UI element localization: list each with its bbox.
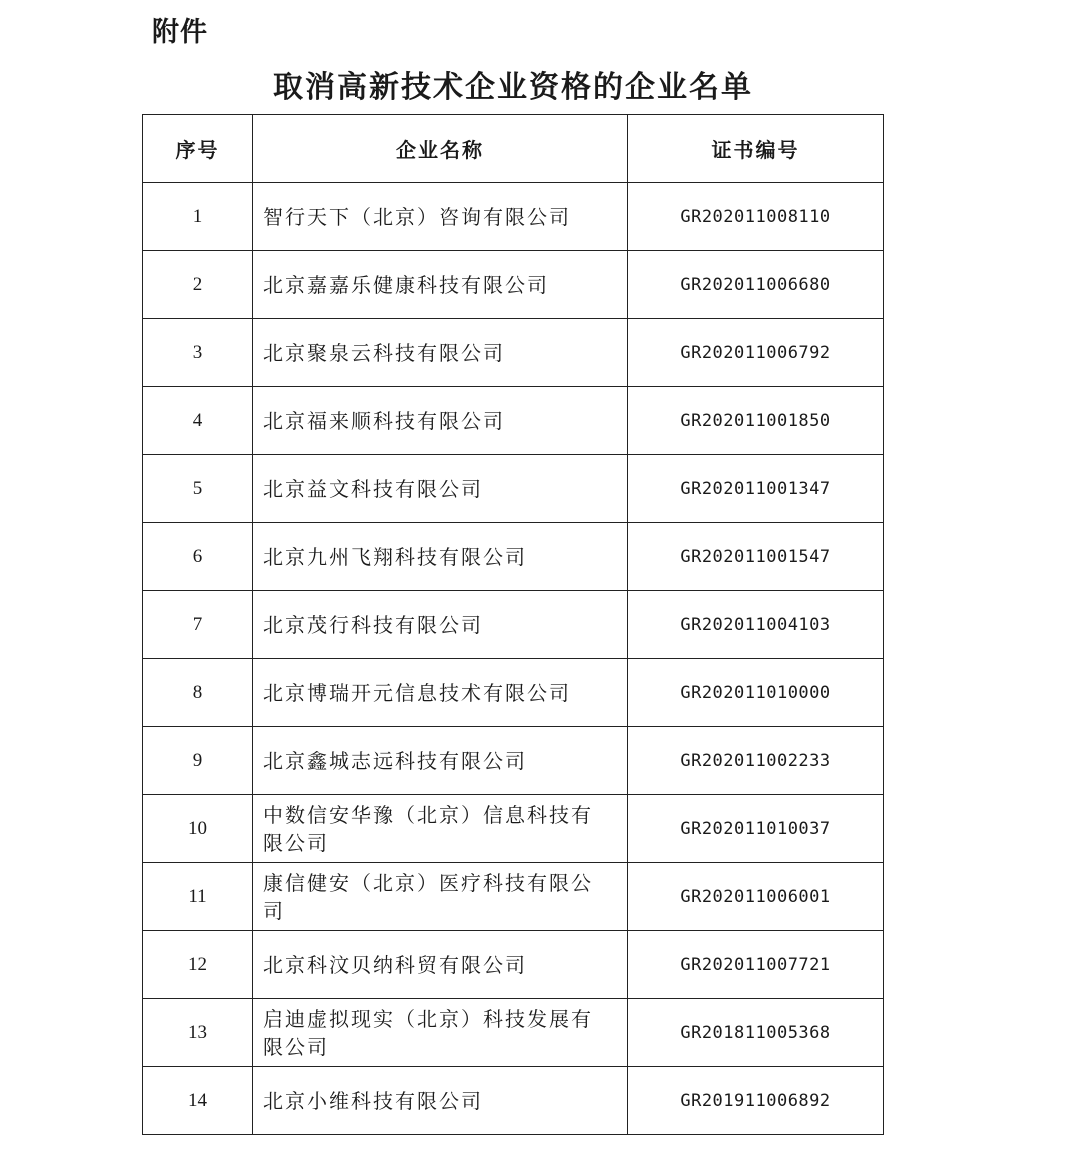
row-company-name: 启迪虚拟现实（北京）科技发展有限公司 [253, 999, 628, 1067]
row-seq: 3 [143, 319, 253, 387]
row-certificate-number: GR202011002233 [628, 727, 884, 795]
table-row [143, 183, 884, 251]
table-row [143, 1067, 884, 1135]
attachment-label: 附件 [152, 17, 208, 48]
table-row [143, 659, 884, 727]
row-seq: 5 [143, 455, 253, 523]
row-company-name: 智行天下（北京）咨询有限公司 [253, 183, 628, 251]
row-certificate-number: GR202011010037 [628, 795, 884, 863]
row-seq: 8 [143, 659, 253, 727]
row-certificate-number: GR202011007721 [628, 931, 884, 999]
row-certificate-number: GR202011004103 [628, 591, 884, 659]
row-seq: 7 [143, 591, 253, 659]
row-company-name: 北京聚泉云科技有限公司 [253, 319, 628, 387]
row-certificate-number: GR202011006792 [628, 319, 884, 387]
row-certificate-number: GR202011001347 [628, 455, 884, 523]
header-company-name: 企业名称 [253, 115, 628, 183]
row-certificate-number: GR202011001547 [628, 523, 884, 591]
table-row [143, 455, 884, 523]
table-header-row [143, 115, 884, 183]
table-row [143, 727, 884, 795]
header-seq: 序号 [143, 115, 253, 183]
header-certificate-number: 证书编号 [628, 115, 884, 183]
row-seq: 9 [143, 727, 253, 795]
row-certificate-number: GR202011008110 [628, 183, 884, 251]
row-company-name: 北京益文科技有限公司 [253, 455, 628, 523]
row-seq: 10 [143, 795, 253, 863]
row-company-name: 北京嘉嘉乐健康科技有限公司 [253, 251, 628, 319]
row-company-name: 北京博瑞开元信息技术有限公司 [253, 659, 628, 727]
row-seq: 13 [143, 999, 253, 1067]
row-seq: 2 [143, 251, 253, 319]
row-company-name: 北京科汶贝纳科贸有限公司 [253, 931, 628, 999]
document-title: 取消高新技术企业资格的企业名单 [273, 70, 753, 105]
row-certificate-number: GR202011001850 [628, 387, 884, 455]
row-certificate-number: GR201811005368 [628, 999, 884, 1067]
table-row [143, 863, 884, 931]
table-row [143, 251, 884, 319]
row-seq: 11 [143, 863, 253, 931]
row-company-name: 北京鑫城志远科技有限公司 [253, 727, 628, 795]
table-row [143, 319, 884, 387]
row-seq: 1 [143, 183, 253, 251]
row-company-name: 北京小维科技有限公司 [253, 1067, 628, 1135]
row-certificate-number: GR202011006001 [628, 863, 884, 931]
row-certificate-number: GR201911006892 [628, 1067, 884, 1135]
row-company-name: 北京茂行科技有限公司 [253, 591, 628, 659]
table-row [143, 387, 884, 455]
row-seq: 6 [143, 523, 253, 591]
row-seq: 4 [143, 387, 253, 455]
row-company-name: 北京九州飞翔科技有限公司 [253, 523, 628, 591]
row-certificate-number: GR202011010000 [628, 659, 884, 727]
table-row [143, 931, 884, 999]
table-row [143, 795, 884, 863]
row-company-name: 北京福来顺科技有限公司 [253, 387, 628, 455]
table-header [143, 115, 884, 183]
table-row [143, 591, 884, 659]
row-seq: 12 [143, 931, 253, 999]
table-row [143, 999, 884, 1067]
company-table [142, 114, 884, 1135]
row-seq: 14 [143, 1067, 253, 1135]
row-company-name: 中数信安华豫（北京）信息科技有限公司 [253, 795, 628, 863]
table-row [143, 523, 884, 591]
row-company-name: 康信健安（北京）医疗科技有限公司 [253, 863, 628, 931]
row-certificate-number: GR202011006680 [628, 251, 884, 319]
table-body [143, 183, 884, 1135]
